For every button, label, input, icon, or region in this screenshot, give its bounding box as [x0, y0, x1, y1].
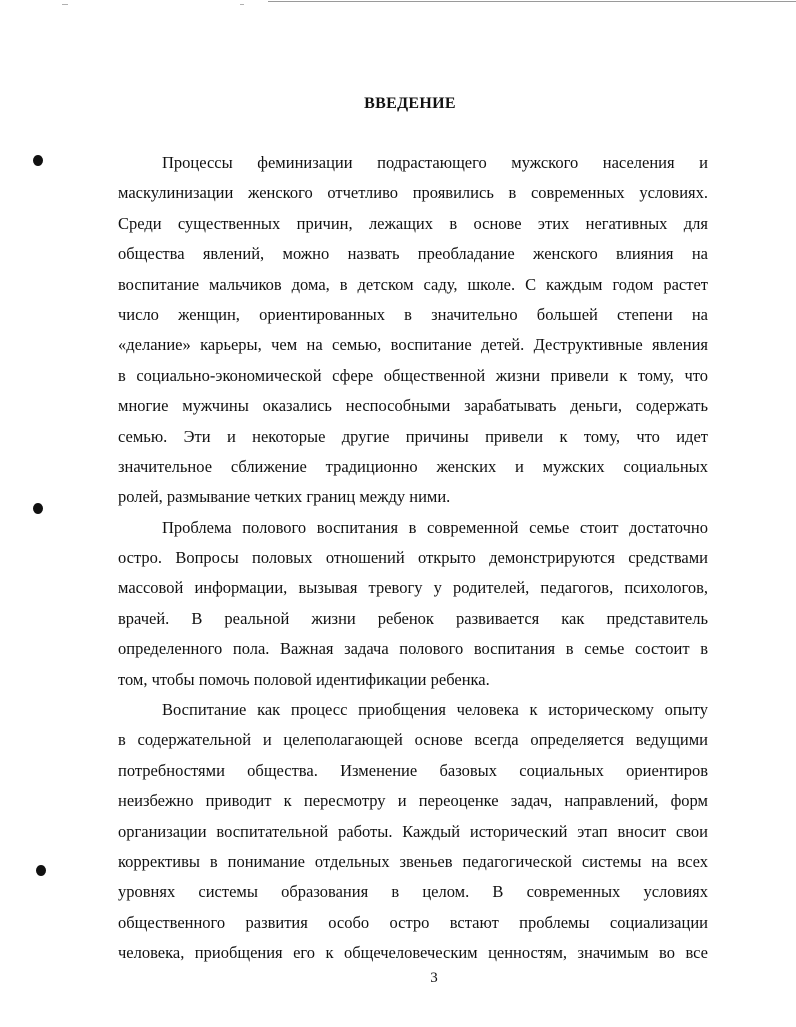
text-line: в социально-экономической сфере общественной жизни привели к тому, что	[118, 365, 708, 385]
text-line: Воспитание как процесс приобщения человека к историческому опыту	[162, 700, 708, 720]
text-line: «делание» карьеры, чем на семью, воспитание детей. Деструктивные явления	[118, 335, 708, 355]
page-title: ВВЕДЕНИЕ	[364, 95, 456, 112]
punch-hole-mark	[33, 155, 43, 166]
text-line: массовой информации, вызывая тревогу у родителей, педагогов, психологов,	[118, 578, 708, 598]
text-line: в содержательной и целеполагающей основе всегда определяется ведущими	[118, 730, 708, 750]
page-number: 3	[430, 970, 438, 986]
scan-speck	[240, 4, 244, 5]
text-line: уровнях системы образования в целом. В современных условиях	[118, 882, 708, 902]
text-line: коррективы в понимание отдельных звеньев педагогической системы на всех	[118, 851, 708, 871]
text-line: организации воспитательной работы. Каждый исторический этап вносит свои	[118, 821, 708, 841]
text-line: неизбежно приводит к пересмотру и переоценке задач, направлений, форм	[118, 791, 708, 811]
text-line: том, чтобы помочь половой идентификации ребенка.	[118, 669, 490, 689]
text-line: Проблема полового воспитания в современной семье стоит достаточно	[162, 517, 708, 537]
text-line: ролей, размывание четких границ между ними.	[118, 487, 451, 507]
text-line: врачей. В реальной жизни ребенок развивается как представитель	[118, 608, 708, 628]
text-line: Среди существенных причин, лежащих в основе этих негативных для	[118, 213, 708, 233]
text-line: общества явлений, можно назвать преобладание женского влияния на	[118, 244, 708, 264]
text-line: человека, приобщения его к общечеловеческим ценностям, значимым во все	[118, 943, 708, 963]
text-line: остро. Вопросы половых отношений открыто демонстрируются средствами	[118, 548, 708, 568]
punch-hole-mark	[33, 503, 43, 514]
text-line: потребностями общества. Изменение базовых социальных ориентиров	[118, 760, 708, 780]
scan-edge-line	[268, 1, 796, 2]
text-line: семью. Эти и некоторые другие причины привели к тому, что идет	[118, 426, 708, 446]
text-line: значительное сближение традиционно женских и мужских социальных	[118, 456, 708, 476]
text-line: определенного пола. Важная задача полового воспитания в семье состоит в	[118, 639, 708, 659]
scan-speck	[62, 4, 68, 5]
punch-hole-mark	[36, 865, 46, 876]
text-line: воспитание мальчиков дома, в детском саду, школе. С каждым годом растет	[118, 274, 708, 294]
text-line: Процессы феминизации подрастающего мужского населения и	[162, 153, 708, 172]
body-text	[118, 148, 708, 969]
text-line: число женщин, ориентированных в значительно большей степени на	[118, 304, 708, 324]
text-line: маскулинизации женского отчетливо проявились в современных условиях.	[118, 183, 708, 203]
text-line: многие мужчины оказались неспособными зарабатывать деньги, содержать	[118, 396, 708, 416]
text-line: общественного развития особо остро встают проблемы социализации	[118, 912, 708, 932]
